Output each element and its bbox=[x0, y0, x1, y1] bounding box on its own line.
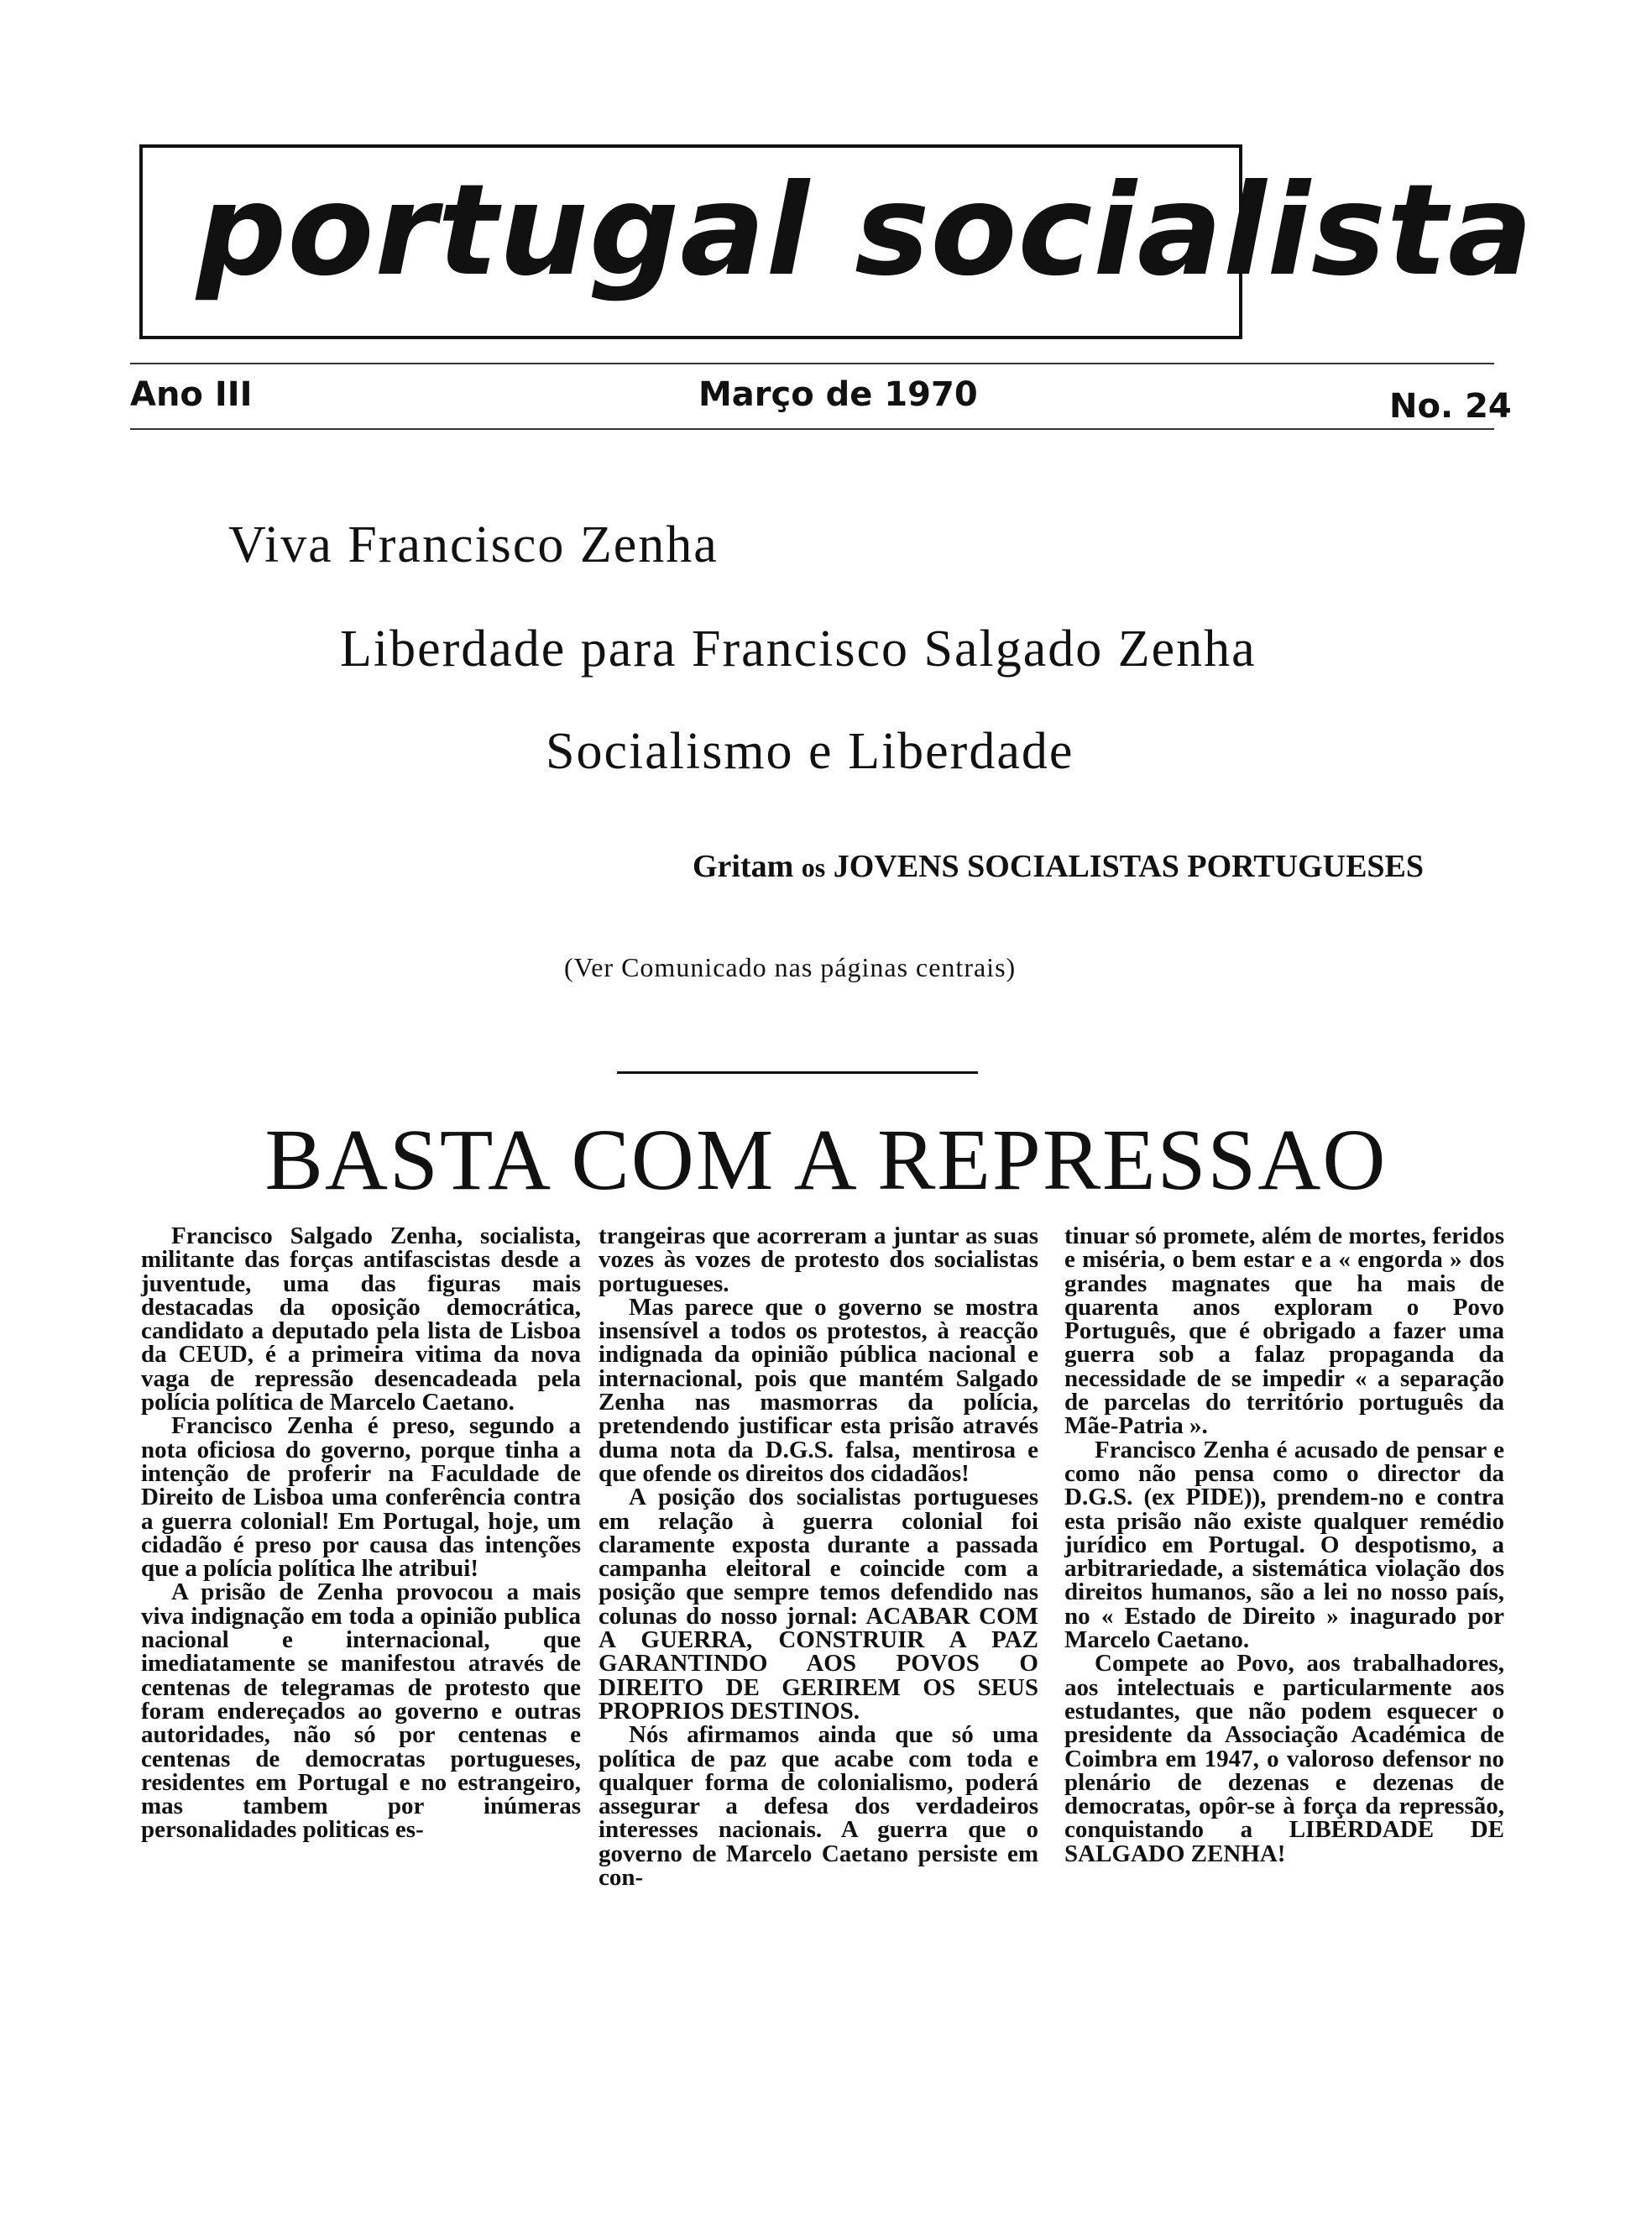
gritam-word: Gritam bbox=[693, 849, 794, 884]
section-divider bbox=[617, 1071, 978, 1074]
slogan-liberdade: Liberdade para Francisco Salgado Zenha bbox=[340, 620, 1257, 678]
slogan-attribution bbox=[693, 848, 1424, 885]
paragraph: trangeiras que acorreram a juntar as suas vozes às vozes de protesto dos socialistas portugueses. bbox=[599, 1222, 1038, 1297]
article-column-2 bbox=[599, 1222, 1038, 1892]
paragraph: Francisco Zenha é preso, segundo a nota oficiosa do governo, porque tinha a intenção de proferir na Faculdade de Direito de Lisboa uma conferência contra a guerra colonial! Em Portugal, hoje, um cidadão é preso por causa das intenções que a polícia política lhe atribui! bbox=[141, 1412, 581, 1583]
group-name: JOVENS SOCIALISTAS PORTUGUESES bbox=[833, 849, 1425, 884]
see-communique-note: (Ver Comunicado nas páginas centrais) bbox=[564, 952, 1017, 982]
article-headline: BASTA COM A REPRESSAO bbox=[264, 1112, 1388, 1208]
masthead-box bbox=[139, 144, 1534, 339]
issue-number: No. 24 bbox=[1389, 387, 1512, 426]
slogan-viva: Viva Francisco Zenha bbox=[228, 516, 719, 573]
issue-year: Ano III bbox=[130, 375, 253, 414]
paragraph: Mas parece que o governo se mostra insensível a todos os protestos, à reacção indignada da opinião pública nacional e internacional, pois que mantém Salgado Zenha nas masmorras da polícia, pretendendo justificar esta prisão através duma nota da D.G.S. falsa, mentirosa e que ofende os direitos dos cidadãos! bbox=[599, 1293, 1038, 1487]
paragraph: Compete ao Povo, aos trabalhadores, aos intelectuais e particularmente aos estudantes, que não podem esquecer o presidente da Associação Académica de Coimbra em 1947, o valoroso defensor no plenário de dezenas e dezenas de democratas, opôr-se à força da repressão, conquistando a LIBERDADE DE SALGADO ZENHA! bbox=[1064, 1650, 1504, 1867]
article-column-3 bbox=[1064, 1224, 1504, 1866]
slogan-socialismo: Socialismo e Liberdade bbox=[546, 723, 1074, 780]
paragraph: tinuar só promete, além de mortes, feridos e miséria, o bem estar e a « engorda » dos grandes magnates que ha mais de quarenta anos exploram o Povo Português, que é obrigado a fazer uma guerra sob a falaz propaganda da necessidade de se impedir « a separação de parcelas do território português da Mãe-Patria ». bbox=[1064, 1222, 1504, 1440]
os-word: os bbox=[801, 852, 826, 882]
paragraph: Francisco Zenha é acusado de pensar e como não pensa como o director da D.G.S. (ex PIDE)), prendem-no e contra esta prisão não existe qualquer remédio jurídico em Portugal. O despotismo, a arbitrariedade, a sistemática violação dos direitos humanos, são a lei no nosso país, no « Estado de Direito » inagurado por Marcelo Caetano. bbox=[1064, 1436, 1504, 1654]
article-column-1 bbox=[141, 1224, 581, 1842]
paragraph: A posição dos socialistas portugueses em relação à guerra colonial foi claramente exposta durante a passada campanha eleitoral e coincide com a posição que sempre temos defendido nas colunas do nosso jornal: ACABAR COM A GUERRA, CONSTRUIR A PAZ GARANTINDO AOS POVOS O DIREITO DE GERIREM OS SEUS PROPRIOS DESTINOS. bbox=[599, 1484, 1038, 1725]
masthead-title: portugal socialista bbox=[196, 158, 1534, 304]
bottom-rule bbox=[130, 428, 1494, 430]
issue-date: Março de 1970 bbox=[698, 375, 978, 414]
paragraph: Francisco Salgado Zenha, socialista, militante das forças antifascistas desde a juventude, uma das figuras mais destacadas da oposição democrática, candidato a deputado pela lista de Lisboa da CEUD, é a primeira vitima da nova vaga de repressão desencadeada pela polícia política de Marcelo Caetano. bbox=[141, 1222, 581, 1416]
paragraph: Nós afirmamos ainda que só uma política de paz que acabe com toda e qualquer forma de colonialismo, poderá assegurar a defesa dos verdadeiros interesses nacionais. A guerra que o governo de Marcelo Caetano persiste em con- bbox=[599, 1721, 1038, 1892]
paragraph: A prisão de Zenha provocou a mais viva indignação em toda a opinião publica nacional e internacional, que imediatamente se manifestou através de centenas de telegramas de protesto que foram endereçados ao governo e outras autoridades, não só por centenas e centenas de democratas portugueses, residentes em Portugal e no estrangeiro, mas tambem por inúmeras personalidades politicas es- bbox=[141, 1578, 581, 1844]
top-rule bbox=[130, 363, 1494, 364]
